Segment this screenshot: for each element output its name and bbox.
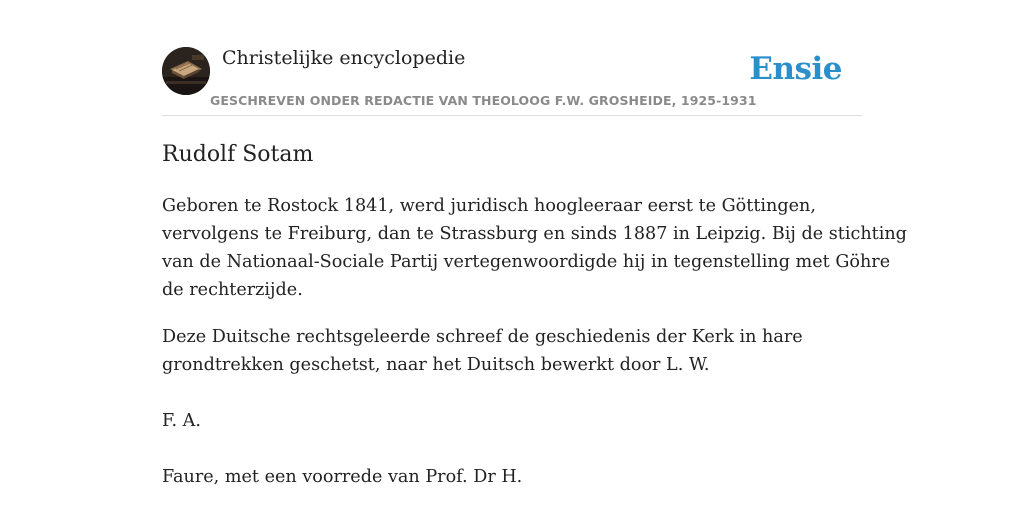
paragraph-line: de rechterzijde. — [162, 280, 303, 300]
site-header — [162, 0, 862, 116]
paragraph-line: vervolgens te Freiburg, dan te Strassburg en sinds 1887 in Leipzig. Bij de stichting — [162, 224, 907, 244]
paragraph-line: grondtrekken geschetst, naar het Duitsch bewerkt door L. W. — [162, 355, 710, 375]
paragraph-line: Geboren te Rostock 1841, werd juridisch hoogleeraar eerst te Göttingen, — [162, 196, 816, 216]
paragraph-line: F. A. — [162, 411, 201, 431]
paragraph-line: Faure, met een voorrede van Prof. Dr H. — [162, 467, 523, 487]
site-subtitle: GESCHREVEN ONDER REDACTIE VAN THEOLOOG F.W. GROSHEIDE, 1925-1931 — [210, 93, 757, 108]
article-paragraph — [162, 407, 862, 435]
page — [162, 0, 907, 512]
article-title: Rudolf Sotam — [162, 142, 314, 167]
paragraph-line: van de Nationaal-Sociale Partij vertegenwoordigde hij in tegenstelling met Göhre — [162, 252, 891, 272]
site-title[interactable]: Christelijke encyclopedie — [222, 47, 466, 69]
ensie-logo-link[interactable]: Ensie — [749, 51, 842, 87]
article-paragraph — [162, 323, 862, 379]
article-paragraph — [162, 463, 862, 491]
paragraph-line: Deze Duitsche rechtsgeleerde schreef de geschiedenis der Kerk in hare — [162, 327, 803, 347]
book-illustration-icon — [162, 47, 210, 95]
encyclopedia-avatar-icon[interactable] — [162, 47, 210, 95]
article-paragraph — [162, 192, 907, 304]
